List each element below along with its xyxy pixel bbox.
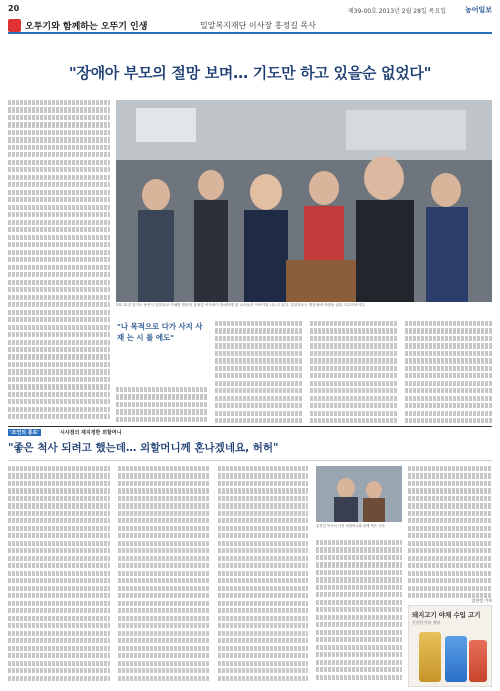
body-column-4 <box>310 321 397 423</box>
body-column-2 <box>116 387 208 423</box>
small-photo <box>316 466 402 522</box>
ad-title: 돼지고기 야채 수입 고기 <box>412 611 481 619</box>
body-column-3 <box>215 321 302 423</box>
pull-quote-text: "나 목적으로 다가 사지 사 재 는 시 를 에도" <box>117 322 203 342</box>
masthead <box>8 4 492 16</box>
pull-quote <box>117 321 209 381</box>
photo-illustration <box>116 100 492 302</box>
secondary-headline: "좋은 척사 되려고 했는데… 외할머니께 혼나겠네요, 허허" <box>8 442 279 454</box>
lower-column-2 <box>118 466 210 688</box>
product-can-icon <box>469 640 487 682</box>
body-column-1 <box>8 100 110 422</box>
photo-caption: 2월 12일 경기도 용인시 밀알학교 카페를 방문한 홍정길 이사장이 장애학생 및 교사들과 이야기를 나누고 있다. 밀알학교는 발달장애 학생을 위한 특수학교이다. <box>116 303 366 307</box>
series-logo-icon <box>8 19 21 32</box>
main-photo <box>116 100 492 302</box>
ad-subtitle: 신선한 맛과 영양 <box>412 620 441 625</box>
series-subtitle: 밀알복지재단 이사장 홍정길 목사 <box>200 21 316 30</box>
byline: 김연정 기자 <box>471 598 492 603</box>
section-label <box>8 426 492 436</box>
newspaper-brand: 농어일보 <box>464 6 492 14</box>
main-headline: "장애아 부모의 절망 보며… 기도만 하고 있을순 없었다" <box>68 64 432 82</box>
section-tag: '조언의 통로' <box>10 430 39 436</box>
lower-column-4 <box>316 540 402 688</box>
product-can-icon <box>445 636 467 682</box>
small-photo-illustration <box>316 466 402 522</box>
lower-column-5 <box>408 466 492 602</box>
issue-info: 제39-00호 2013년 2월 28일 목요일 <box>347 8 446 15</box>
section-label-text: 시사점의 재지정한 외할머니 <box>60 430 122 436</box>
lower-column-1 <box>8 466 110 688</box>
small-photo-caption: 홍정길 목사의 사진 외할머니와 함께 찍은 사진 <box>316 524 385 528</box>
series-title: 오투기와 함께하는 오뚜기 인생 <box>25 22 148 32</box>
divider <box>8 460 492 461</box>
series-bar <box>8 18 492 34</box>
product-can-icon <box>419 632 441 682</box>
body-column-5 <box>405 321 492 423</box>
lower-column-3 <box>218 466 308 688</box>
advertisement[interactable] <box>408 605 492 687</box>
page-number: 20 <box>8 4 20 13</box>
